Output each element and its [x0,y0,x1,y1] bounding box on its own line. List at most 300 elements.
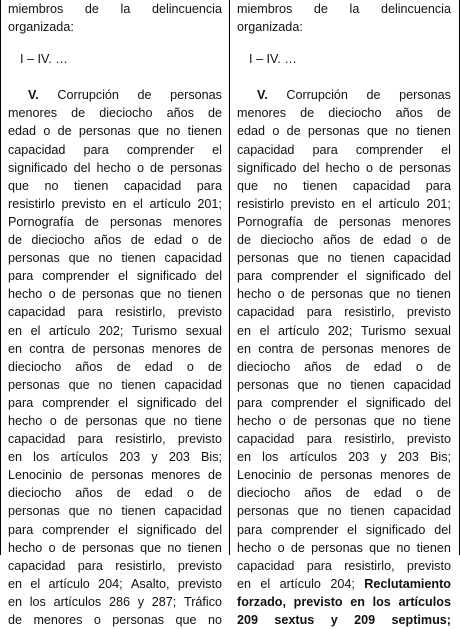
right-body-line [237,104,451,122]
word: personas [78,124,131,139]
word: en [8,576,23,591]
word: de [84,214,99,229]
word: previsto [177,432,222,447]
left-body-line [8,539,222,557]
word: no [98,377,113,392]
right-body-line [237,466,451,484]
word: capacidad [237,558,295,573]
word: menores [401,214,451,229]
word: no [327,504,342,519]
word: el [118,395,128,410]
word: para [306,558,332,573]
left-body-line [8,195,222,213]
word: Corrupción [57,88,119,103]
word: sexual [414,323,451,338]
word: en [112,196,127,211]
spacer [237,68,451,86]
word: previsto [177,558,222,573]
word: de [345,486,360,501]
word: hecho [8,287,43,302]
word: personas [399,88,451,103]
word: del [434,269,451,284]
fraction-label: V. [28,88,39,103]
word: personas [170,160,222,175]
right-body-line [237,502,451,520]
word: de [8,233,23,248]
word: el [212,142,222,157]
word: artículo [378,196,420,211]
word: en [237,341,252,356]
word: 203 [168,450,190,465]
word: el [347,395,357,410]
word: previsto [290,196,335,211]
word: 287; [151,594,177,609]
word: personas [170,88,222,103]
word: que [297,251,319,266]
word: tienen [121,377,156,392]
word: personas [91,468,144,483]
word: tienen [416,540,451,555]
word: menores [8,106,57,121]
word: personas [237,377,289,392]
left-body-line [8,159,222,177]
word: de [359,233,374,248]
word: para [312,142,338,157]
word: para [77,432,103,447]
word: o [420,233,428,248]
word: los [372,594,391,609]
word: Bis; [201,450,222,465]
left-body-line [8,484,222,502]
fraction-label: V. [257,88,268,103]
word: de [207,106,222,121]
right-roman-range: I – IV. … [249,52,297,67]
word: que [140,287,162,302]
word: contra [29,341,65,356]
word: que [373,413,395,428]
word: comprender [126,142,195,157]
word: previsto [406,432,451,447]
word: tienen [121,504,156,519]
word: de [313,2,328,16]
word: personas [8,251,60,266]
left-cell-text [8,0,222,629]
word: artículo [279,576,321,591]
word: años [166,106,194,121]
word: de [71,341,86,356]
word: delincuencia [151,2,222,16]
left-fraction-v-first-line [8,86,222,104]
word: no [327,377,342,392]
word: que [140,540,162,555]
word: no [167,287,182,302]
left-body-line [8,448,222,466]
left-body-line [8,322,222,340]
left-body-line [8,177,222,195]
word: de [69,468,84,483]
spacer [8,68,222,86]
word: significado [136,522,197,537]
word: o [93,613,101,627]
word: o [48,540,56,555]
word: de [71,106,86,121]
word: resistirlo, [115,305,166,320]
left-body-line [8,593,222,611]
word: artículo [48,576,90,591]
left-roman-range: I – IV. … [20,52,68,67]
word: la [349,2,360,16]
word: de [345,359,360,374]
word: que [138,124,160,139]
word: capacidad [164,504,222,519]
word: capacidad [123,178,182,193]
word: de [84,2,99,16]
word: la [120,2,131,16]
right-body-line [237,376,451,394]
right-body-line [237,122,451,140]
word: edad [383,233,412,248]
right-cell-text [237,0,451,629]
word: no [327,251,342,266]
word: personas [311,287,363,302]
word: no [207,613,222,627]
word: sextus [274,613,315,627]
word: de [366,88,381,103]
word: personas [321,341,374,356]
right-body-line [237,285,451,303]
word: de [436,341,451,356]
word: que [297,504,319,519]
word: que [297,377,319,392]
word: dieciocho [260,233,314,248]
word: hecho [237,413,272,428]
left-body-line [8,249,222,267]
word: previsto [406,558,451,573]
word: y [151,450,158,465]
word: comprender [355,142,424,157]
right-fraction-v-first-line [237,86,451,104]
word: resistirlo [8,196,55,211]
word: edad [237,124,266,139]
word: o [186,486,194,501]
word: personas [399,160,451,175]
right-body-line [237,177,451,195]
word: de [207,233,222,248]
word: delincuencia [380,2,451,16]
left-body-line [8,611,222,629]
word: tienen [303,178,338,193]
word: 203 [397,450,419,465]
word: artículos [289,450,338,465]
word: significado [237,160,297,175]
word: capacidad [393,377,451,392]
word: artículo [277,323,320,338]
word: 202; [98,323,124,338]
word: no [395,124,410,139]
word: Turismo [360,323,406,338]
word: dieciocho [31,233,85,248]
word: del [205,522,222,537]
right-body-line [237,358,451,376]
word: de [290,540,305,555]
word: dieciocho [8,486,62,501]
left-column [1,0,230,627]
word: o [136,160,144,175]
word: o [186,359,194,374]
word: de [300,106,315,121]
word: no [273,178,288,193]
left-body-line [8,340,222,358]
left-body-line [8,231,222,249]
word: personas [237,251,289,266]
word: significado [365,522,426,537]
word: el [118,269,128,284]
word: personas [320,468,373,483]
word: personas [85,413,138,428]
word: resistirlo [237,196,284,211]
word: contra [258,341,294,356]
left-body-line [8,412,222,430]
word: hecho [8,413,43,428]
word: comprender [271,522,339,537]
word: de [207,341,222,356]
word: 203 [119,450,141,465]
word: capacidad [352,178,411,193]
word: el [441,142,451,157]
word: Corrupción [286,88,348,103]
word: previsto [177,576,222,591]
word: y [137,594,144,609]
word: Tráfico [183,594,222,609]
right-body-line [237,322,451,340]
word: Turismo [131,323,177,338]
right-body-line [237,539,451,557]
word: no [167,540,182,555]
word: de [61,540,76,555]
word: para [83,142,109,157]
word: capacidad [164,251,222,266]
word: no [98,251,113,266]
word: el [259,323,270,338]
word: personas [82,287,134,302]
word: hecho [237,540,272,555]
word: o [49,413,57,428]
word: previsto [293,594,343,609]
left-intro-line-2: organizada: [8,20,74,35]
word: comprender [42,269,110,284]
word: hecho [8,540,43,555]
word: que [144,413,166,428]
word: o [415,359,423,374]
word: significado [136,269,197,284]
word: el [361,196,372,211]
word: en [350,594,365,609]
word: miembros [237,2,293,16]
word: de [57,124,72,139]
word: o [365,160,373,175]
word: del [434,395,451,410]
word: capacidad [8,558,66,573]
word: en [237,576,252,591]
word: los [29,594,46,609]
right-column [230,0,459,627]
left-body-line [8,466,222,484]
word: personas [112,613,165,627]
word: años [323,233,351,248]
word: años [395,106,423,121]
word: y [380,450,387,465]
right-body-line [237,430,451,448]
word: de [313,214,328,229]
word: resistirlo, [115,432,166,447]
word: o [43,124,51,139]
word: capacidad [8,432,66,447]
word: de [293,413,308,428]
word: para [196,178,222,193]
right-body-line [237,141,451,159]
right-body-line [237,267,451,285]
left-body-line [8,285,222,303]
word: que [68,377,90,392]
word: significado [8,160,68,175]
word: tienen [121,251,156,266]
word: años [304,486,332,501]
word: tienen [416,124,451,139]
left-body-line [8,521,222,539]
word: artículos [53,594,102,609]
word: no [402,413,417,428]
spacer [8,36,222,50]
word: personas [339,214,391,229]
word: artículos [60,450,109,465]
right-body-line [237,412,451,430]
word: capacidad [237,432,295,447]
word: menores [151,341,201,356]
word: Pornografía [237,214,303,229]
word: o [277,287,285,302]
right-body-line [237,249,451,267]
word: menores [172,214,222,229]
word: edad [8,124,37,139]
word: que [369,540,391,555]
word: hecho [325,160,360,175]
right-intro-line-2: organizada: [237,20,303,35]
word: resistirlo, [344,432,395,447]
word: artículo [149,196,191,211]
word: significado [365,395,426,410]
word: tienen [350,504,385,519]
word: del [434,522,451,537]
word: significado [136,395,197,410]
left-body-line [8,213,222,231]
word: que [369,287,391,302]
right-mixed-line [237,575,451,593]
word: de [130,233,145,248]
word: el [30,576,41,591]
right-body-line [237,303,451,321]
word: 286 [108,594,130,609]
word: artículo [48,323,91,338]
word: en [8,323,23,338]
word: no [44,178,59,193]
word: personas [237,504,289,519]
word: capacidad [393,251,451,266]
word: para [8,269,34,284]
word: personas [92,341,145,356]
right-body-line [237,213,451,231]
right-body-line [237,195,451,213]
word: para [425,178,451,193]
word: significado [365,269,426,284]
word: de [436,486,451,501]
word: personas [8,504,60,519]
word: años [94,233,122,248]
word: personas [311,540,363,555]
word: hecho [96,160,131,175]
word: en [341,196,356,211]
word: de [436,468,451,483]
word: Lenocinio [8,468,62,483]
word: de [116,486,131,501]
word: de [207,468,222,483]
word: dieciocho [99,106,153,121]
right-body-line [237,394,451,412]
word: tienen [74,178,109,193]
word: de [436,106,451,121]
word: de [436,359,451,374]
word: de [8,613,23,627]
word: 202; [327,323,353,338]
word: resistirlo, [344,558,395,573]
right-body-line [237,484,451,502]
word: menores [151,468,201,483]
word: para [237,269,263,284]
word: que [68,504,90,519]
word: tienen [350,251,385,266]
word: o [48,287,56,302]
word: para [8,395,34,410]
word: Bis; [430,450,451,465]
word: de [207,359,222,374]
left-body-line [8,104,222,122]
word: personas [307,124,360,139]
word: en [237,323,252,338]
word: años [75,359,103,374]
word: capacidad [8,305,66,320]
word: del [205,269,222,284]
word: edad [154,233,183,248]
word: de [150,160,165,175]
right-body-line [237,448,451,466]
word: Pornografía [8,214,74,229]
word: de [298,468,313,483]
word: hecho [237,287,272,302]
left-body-line [8,122,222,140]
word: de [116,359,131,374]
left-body-line [8,303,222,321]
word: personas [110,214,162,229]
word: del [73,160,91,175]
word: de [290,287,305,302]
left-body-line [8,557,222,575]
word: en [8,594,23,609]
word: capacidad [237,142,295,157]
word: tiene [423,413,451,428]
word: Asalto, [131,576,170,591]
word: para [77,558,103,573]
word: tienen [187,124,222,139]
word: personas [8,377,60,392]
